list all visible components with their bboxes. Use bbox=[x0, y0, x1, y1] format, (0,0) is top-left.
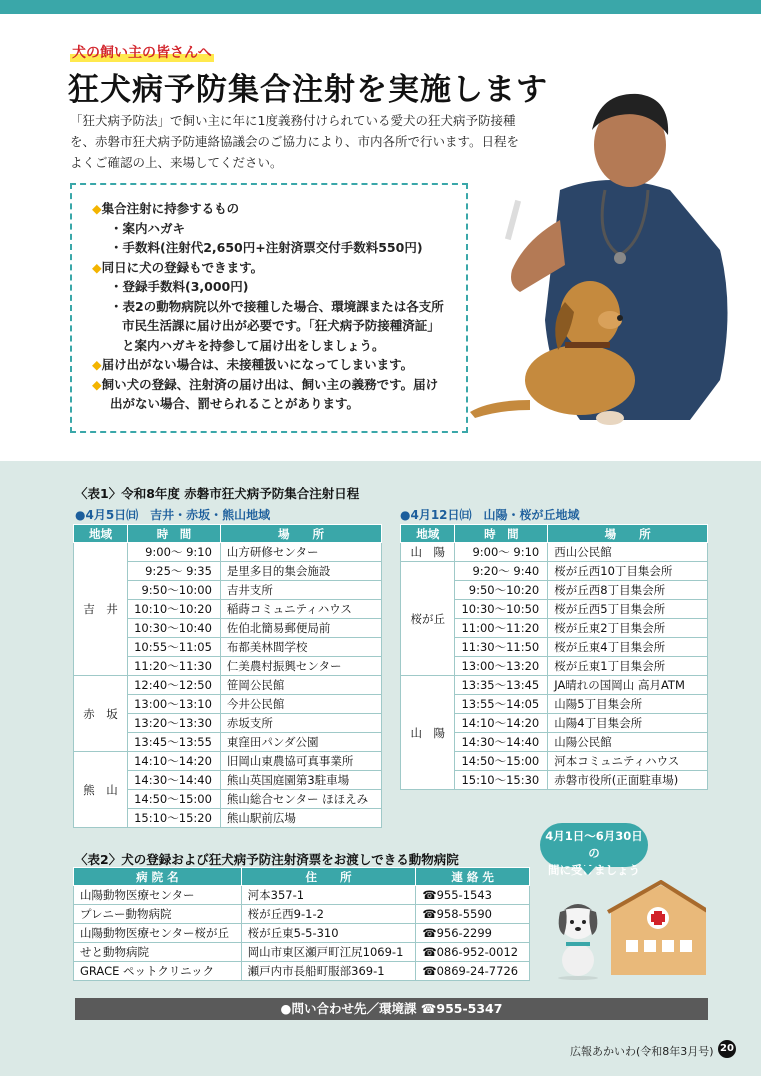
time-cell: 11:20～11:30 bbox=[128, 657, 221, 676]
place-cell: 笹岡公民館 bbox=[220, 676, 381, 695]
place-cell: 熊山英国庭園第3駐車場 bbox=[220, 771, 381, 790]
hospital-name-cell: せと動物病院 bbox=[74, 943, 242, 962]
header-place: 場 所 bbox=[220, 525, 381, 543]
place-cell: 西山公民館 bbox=[548, 543, 708, 562]
header-time: 時 間 bbox=[128, 525, 221, 543]
time-cell: 9:00～ 9:10 bbox=[455, 543, 548, 562]
info-line bbox=[92, 199, 450, 219]
area-cell: 赤 坂 bbox=[74, 676, 128, 752]
bubble-line-1: 4月1日～6月30日の bbox=[545, 829, 643, 860]
area-cell: 山 陽 bbox=[401, 543, 455, 562]
table2-title: 〈表2〉犬の登録および狂犬病予防注射済票をお渡しできる動物病院 bbox=[75, 852, 459, 867]
place-cell: 稲蒔コミュニティハウス bbox=[220, 600, 381, 619]
schedule-table-apr5 bbox=[73, 524, 382, 828]
place-cell: 桜が丘西8丁目集会所 bbox=[548, 581, 708, 600]
area-cell: 桜が丘 bbox=[401, 562, 455, 676]
place-cell: 是里多目的集会施設 bbox=[220, 562, 381, 581]
info-line-text: ・表2の動物病院以外で接種した場合、環境課または各支所 bbox=[110, 298, 444, 314]
info-line bbox=[92, 336, 450, 356]
header-address: 住 所 bbox=[241, 868, 416, 886]
header-area: 地域 bbox=[74, 525, 128, 543]
address-cell: 岡山市東区瀬戸町江尻1069-1 bbox=[241, 943, 416, 962]
dog-and-hospital-illustration bbox=[556, 880, 706, 980]
time-cell: 9:50～10:20 bbox=[455, 581, 548, 600]
address-cell: 桜が丘西9-1-2 bbox=[241, 905, 416, 924]
time-cell: 14:10～14:20 bbox=[455, 714, 548, 733]
place-cell: 桜が丘西10丁目集会所 bbox=[548, 562, 708, 581]
info-line bbox=[92, 375, 450, 395]
time-cell: 13:20～13:30 bbox=[128, 714, 221, 733]
address-cell: 河本357-1 bbox=[241, 886, 416, 905]
contact-bar: ●問い合わせ先／環境課 ☎955-5347 bbox=[75, 998, 708, 1020]
time-cell: 9:25～ 9:35 bbox=[128, 562, 221, 581]
info-line-text: 出がない場合、罰せられることがあります。 bbox=[110, 396, 360, 411]
page-title: 狂犬病予防集合注射を実施します bbox=[68, 72, 548, 108]
time-cell: 9:00～ 9:10 bbox=[128, 543, 221, 562]
header-hospital: 病 院 名 bbox=[74, 868, 242, 886]
table1-left-subtitle: ●4月5日㈰ 吉井・赤坂・熊山地域 bbox=[75, 508, 271, 522]
place-cell: 河本コミュニティハウス bbox=[548, 752, 708, 771]
place-cell: 東窪田パンダ公園 bbox=[220, 733, 381, 752]
info-line bbox=[92, 316, 450, 336]
table-row bbox=[401, 676, 708, 695]
place-cell: 熊山総合センター ほほえみ bbox=[220, 790, 381, 809]
period-bubble bbox=[540, 823, 648, 877]
time-cell: 13:00～13:10 bbox=[128, 695, 221, 714]
time-cell: 12:40～12:50 bbox=[128, 676, 221, 695]
table-row bbox=[74, 676, 382, 695]
footer-publication: 広報あかいわ(令和8年3月号) bbox=[570, 1045, 714, 1058]
place-cell: 山陽4丁目集会所 bbox=[548, 714, 708, 733]
info-line-text: 同日に犬の登録もできます。 bbox=[101, 259, 264, 275]
address-cell: 瀬戸内市長船町服部369-1 bbox=[241, 962, 416, 981]
time-cell: 11:30～11:50 bbox=[455, 638, 548, 657]
place-cell: 熊山駅前広場 bbox=[220, 809, 381, 828]
place-cell: 山方研修センター bbox=[220, 543, 381, 562]
place-cell: 布都美林間学校 bbox=[220, 638, 381, 657]
hospital-name-cell: GRACE ペットクリニック bbox=[74, 962, 242, 981]
place-cell: 山陽5丁目集会所 bbox=[548, 695, 708, 714]
info-line bbox=[92, 394, 450, 414]
diamond-bullet-icon: ◆ bbox=[92, 376, 102, 392]
table-row bbox=[74, 943, 530, 962]
place-cell: 仁美農村振興センター bbox=[220, 657, 381, 676]
time-cell: 13:35～13:45 bbox=[455, 676, 548, 695]
table-row bbox=[401, 543, 708, 562]
table1-title: 〈表1〉令和8年度 赤磐市狂犬病予防集合注射日程 bbox=[75, 486, 360, 501]
diamond-bullet-icon: ◆ bbox=[92, 259, 102, 275]
info-line-text: ・登録手数料(3,000円) bbox=[110, 279, 249, 294]
time-cell: 10:55～11:05 bbox=[128, 638, 221, 657]
place-cell: JA晴れの国岡山 高月ATM bbox=[548, 676, 708, 695]
header-area: 地域 bbox=[401, 525, 455, 543]
place-cell: 吉井支所 bbox=[220, 581, 381, 600]
hospital-name-cell: プレニー動物病院 bbox=[74, 905, 242, 924]
table-row bbox=[74, 752, 382, 771]
place-cell: 桜が丘東1丁目集会所 bbox=[548, 657, 708, 676]
info-line bbox=[92, 277, 450, 297]
place-cell: 桜が丘東2丁目集会所 bbox=[548, 619, 708, 638]
phone-cell: ☎955-1543 bbox=[416, 886, 530, 905]
table-row bbox=[401, 562, 708, 581]
time-cell: 10:30～10:40 bbox=[128, 619, 221, 638]
hospital-name-cell: 山陽動物医療センター bbox=[74, 886, 242, 905]
info-line bbox=[92, 297, 450, 317]
top-accent-bar bbox=[0, 0, 761, 14]
time-cell: 14:50～15:00 bbox=[128, 790, 221, 809]
table-row bbox=[74, 543, 382, 562]
phone-cell: ☎086-952-0012 bbox=[416, 943, 530, 962]
info-line bbox=[92, 258, 450, 278]
time-cell: 11:00～11:20 bbox=[455, 619, 548, 638]
place-cell: 桜が丘西5丁目集会所 bbox=[548, 600, 708, 619]
diamond-bullet-icon: ◆ bbox=[92, 357, 102, 372]
place-cell: 桜が丘東4丁目集会所 bbox=[548, 638, 708, 657]
info-line-text: ・手数料(注射代2,650円+注射済票交付手数料550円) bbox=[110, 240, 423, 255]
header-contact: 連 絡 先 bbox=[416, 868, 530, 886]
area-cell: 吉 井 bbox=[74, 543, 128, 676]
table-row bbox=[74, 962, 530, 981]
hospital-name-cell: 山陽動物医療センター桜が丘 bbox=[74, 924, 242, 943]
info-line-text: 市民生活課に届け出が必要です。「狂犬病予防接種済証」 bbox=[122, 318, 440, 333]
phone-cell: ☎956-2299 bbox=[416, 924, 530, 943]
time-cell: 10:10～10:20 bbox=[128, 600, 221, 619]
phone-cell: ☎0869-24-7726 bbox=[416, 962, 530, 981]
area-cell: 熊 山 bbox=[74, 752, 128, 828]
place-cell: 旧岡山東農協可真事業所 bbox=[220, 752, 381, 771]
header-place: 場 所 bbox=[548, 525, 708, 543]
time-cell: 9:50～10:00 bbox=[128, 581, 221, 600]
page-number: 20 bbox=[718, 1040, 736, 1058]
info-line bbox=[92, 238, 450, 258]
time-cell: 13:00～13:20 bbox=[455, 657, 548, 676]
intro-paragraph: 「狂犬病予防法」で飼い主に年に1度義務付けられている愛犬の狂犬病予防接種を、赤磐市狂犬病予防連絡協議会のご協力により、市内各所で行います。日程をよくご確認の上、来場してください。 bbox=[70, 113, 520, 170]
address-cell: 桜が丘東5-5-310 bbox=[241, 924, 416, 943]
place-cell: 佐伯北簡易郵便局前 bbox=[220, 619, 381, 638]
info-line-text: 飼い犬の登録、注射済の届け出は、飼い主の義務です。届け bbox=[101, 376, 439, 392]
place-cell: 赤坂支所 bbox=[220, 714, 381, 733]
bubble-line-2: 間に受けましょう bbox=[548, 863, 640, 877]
header-time: 時 間 bbox=[455, 525, 548, 543]
time-cell: 14:50～15:00 bbox=[455, 752, 548, 771]
table-row bbox=[74, 905, 530, 924]
info-line-text: ・案内ハガキ bbox=[110, 220, 186, 236]
kicker-label: 犬の飼い主の皆さんへ bbox=[70, 42, 214, 62]
vet-with-dog-illustration bbox=[470, 80, 761, 435]
info-line-text: と案内ハガキを持参して届け出をしましょう。 bbox=[122, 337, 385, 353]
info-line-text: 集合注射に持参するもの bbox=[101, 201, 240, 216]
table-row bbox=[74, 924, 530, 943]
place-cell: 赤磐市役所(正面駐車場) bbox=[548, 771, 708, 790]
time-cell: 15:10～15:30 bbox=[455, 771, 548, 790]
table1-right-subtitle: ●4月12日㈰ 山陽・桜が丘地域 bbox=[400, 508, 580, 522]
time-cell: 14:10～14:20 bbox=[128, 752, 221, 771]
place-cell: 山陽公民館 bbox=[548, 733, 708, 752]
time-cell: 10:30～10:50 bbox=[455, 600, 548, 619]
time-cell: 9:20～ 9:40 bbox=[455, 562, 548, 581]
place-cell: 今井公民館 bbox=[220, 695, 381, 714]
diamond-bullet-icon: ◆ bbox=[92, 201, 102, 216]
info-line-text: 届け出がない場合は、未接種扱いになってしまいます。 bbox=[101, 357, 414, 372]
schedule-table-apr12 bbox=[400, 524, 708, 790]
info-line bbox=[92, 219, 450, 239]
time-cell: 14:30～14:40 bbox=[128, 771, 221, 790]
time-cell: 13:45～13:55 bbox=[128, 733, 221, 752]
info-box bbox=[70, 183, 468, 433]
time-cell: 15:10～15:20 bbox=[128, 809, 221, 828]
phone-cell: ☎958-5590 bbox=[416, 905, 530, 924]
time-cell: 14:30～14:40 bbox=[455, 733, 548, 752]
info-line bbox=[92, 355, 450, 375]
table-row bbox=[74, 886, 530, 905]
hospital-table bbox=[73, 867, 530, 981]
time-cell: 13:55～14:05 bbox=[455, 695, 548, 714]
area-cell: 山 陽 bbox=[401, 676, 455, 790]
